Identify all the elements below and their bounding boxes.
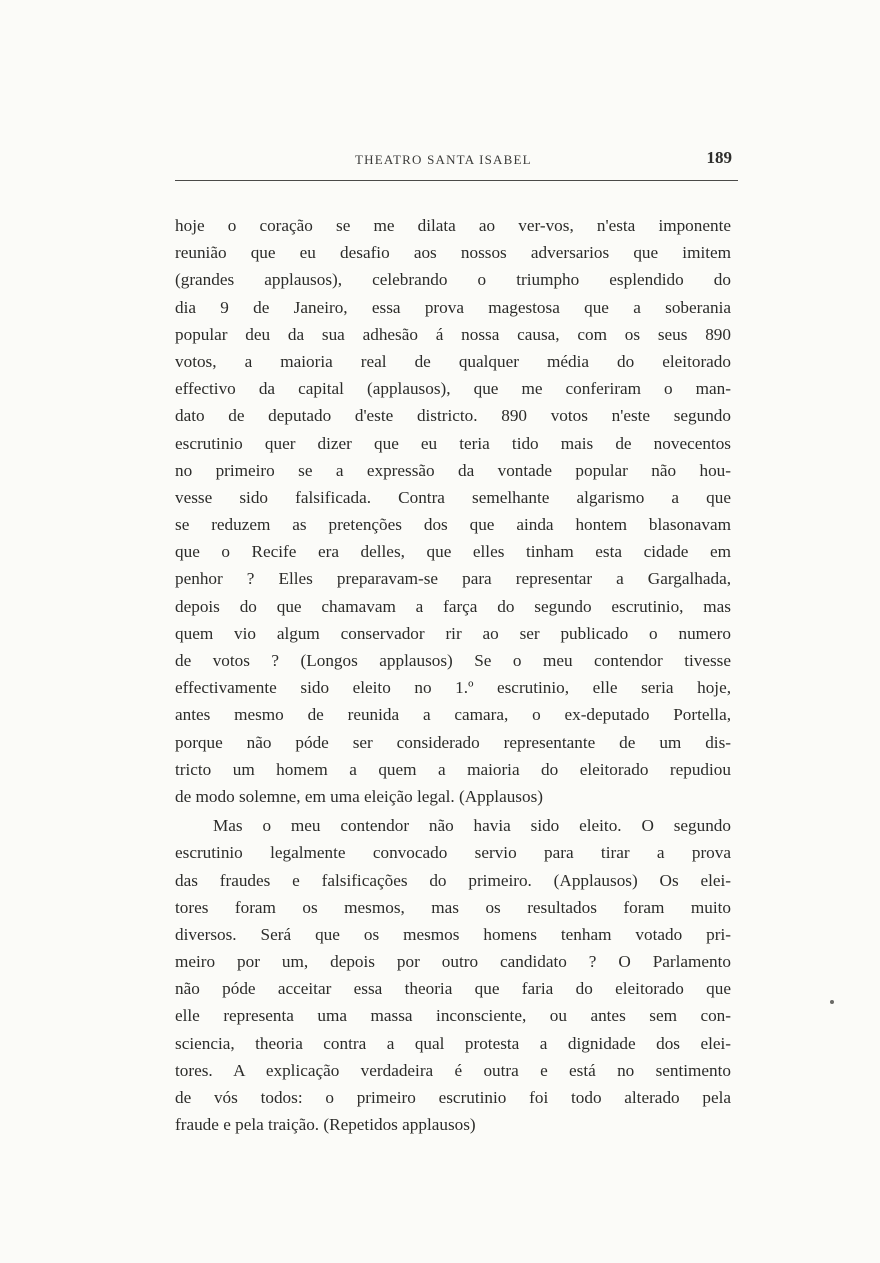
running-title: THEATRO SANTA ISABEL xyxy=(355,152,532,167)
page-header xyxy=(175,148,738,180)
text-line: se reduzem as pretenções dos que ainda hontem blasonavam xyxy=(175,515,731,535)
text-line: elle representa uma massa inconsciente, ou antes sem con- xyxy=(175,1006,731,1026)
text-line: que o Recife era delles, que elles tinham esta cidade em xyxy=(175,542,731,562)
ink-speck xyxy=(830,1000,834,1004)
header-rule xyxy=(175,180,738,181)
text-line: meiro por um, depois por outro candidato ? O Parlamento xyxy=(175,952,731,972)
text-line: quem vio algum conservador rir ao ser publicado o numero xyxy=(175,623,731,643)
text-line: sciencia, theoria contra a qual protesta a dignidade dos elei- xyxy=(175,1033,731,1053)
text-line: votos, a maioria real de qualquer média do eleitorado xyxy=(175,351,731,371)
text-line: Mas o meu contendor não havia sido eleito. O segundo xyxy=(213,816,731,836)
text-line: das fraudes e falsificações do primeiro. (Applausos) Os elei- xyxy=(175,870,731,890)
page-number: 189 xyxy=(706,148,732,167)
paragraph-1 xyxy=(175,212,731,810)
text-line: tores. A explicação verdadeira é outra e está no sentimento xyxy=(175,1060,731,1080)
paragraph-2 xyxy=(175,812,731,1138)
text-line: dia 9 de Janeiro, essa prova magestosa que a soberania xyxy=(175,297,731,317)
text-line: tores foram os mesmos, mas os resultados foram muito xyxy=(175,897,731,917)
text-line: reunião que eu desafio aos nossos adversarios que imitem xyxy=(175,243,731,263)
text-line: de modo solemne, em uma eleição legal. (Applausos) xyxy=(175,786,543,806)
text-line: (grandes applausos), celebrando o triumpho esplendido do xyxy=(175,270,731,290)
text-line: popular deu da sua adhesão á nossa causa, com os seus 890 xyxy=(175,324,731,344)
text-line: no primeiro se a expressão da vontade popular não hou- xyxy=(175,460,731,480)
text-line: tricto um homem a quem a maioria do eleitorado repudiou xyxy=(175,759,731,779)
text-line: depois do que chamavam a farça do segundo escrutinio, mas xyxy=(175,596,731,616)
text-line: penhor ? Elles preparavam-se para representar a Gargalhada, xyxy=(175,569,731,589)
text-line: escrutinio legalmente convocado servio para tirar a prova xyxy=(175,843,731,863)
text-line: de vós todos: o primeiro escrutinio foi todo alterado pela xyxy=(175,1088,731,1107)
text-line: porque não póde ser considerado representante de um dis- xyxy=(175,732,731,752)
text-line: vesse sido falsificada. Contra semelhante algarismo a que xyxy=(175,487,731,507)
text-line: diversos. Será que os mesmos homens tenham votado pri- xyxy=(175,924,731,944)
body-text xyxy=(175,212,731,1138)
text-line: de votos ? (Longos applausos) Se o meu contendor tivesse xyxy=(175,651,731,670)
text-line: hoje o coração se me dilata ao ver-vos, n'esta imponente xyxy=(175,216,731,235)
text-line: antes mesmo de reunida a camara, o ex-deputado Portella, xyxy=(175,705,731,725)
text-line: effectivo da capital (applausos), que me conferiram o man- xyxy=(175,379,731,399)
text-line: dato de deputado d'este districto. 890 votos n'este segundo xyxy=(175,406,731,426)
text-line: fraude e pela traição. (Repetidos applausos) xyxy=(175,1115,476,1135)
text-line: escrutinio quer dizer que eu teria tido mais de novecentos xyxy=(175,433,731,453)
text-line: não póde acceitar essa theoria que faria do eleitorado que xyxy=(175,979,731,999)
text-line: effectivamente sido eleito no 1.º escrutinio, elle seria hoje, xyxy=(175,678,731,698)
